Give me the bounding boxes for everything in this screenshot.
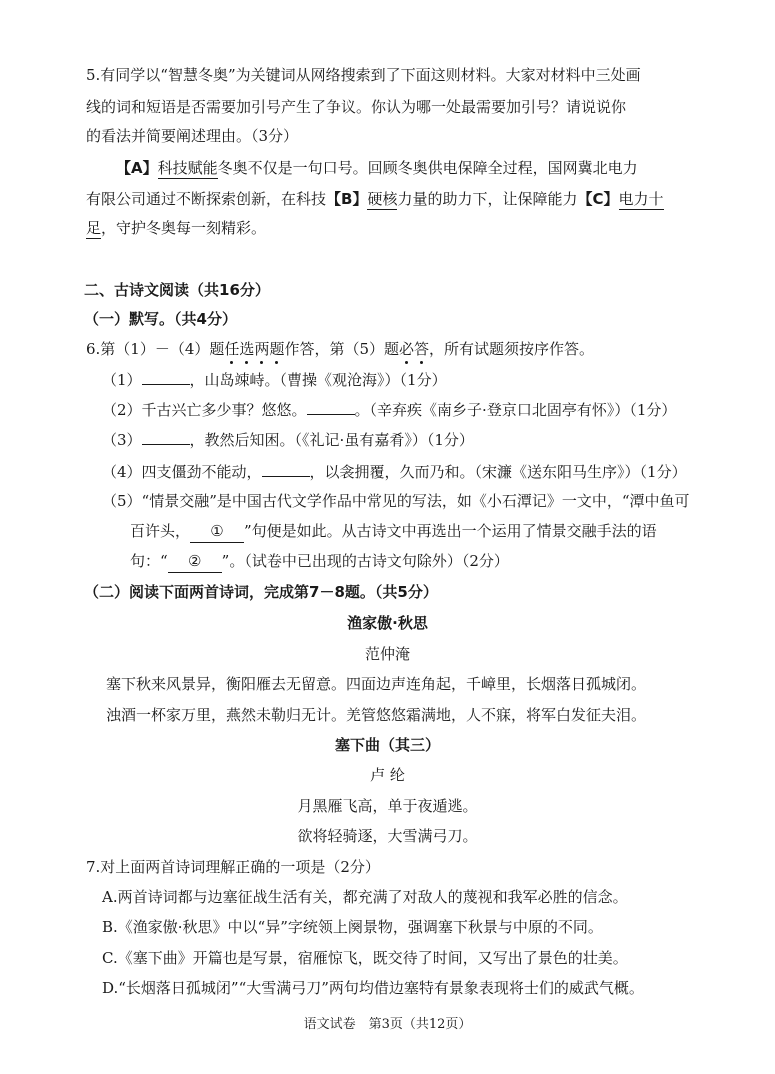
underlined-phrase-c-end: 足 (86, 219, 102, 237)
q7-option-a[interactable]: A.两首诗词都与边塞征战生活有关，都充满了对敌人的蔑视和我军必胜的信念。 (102, 888, 628, 906)
item-text: ，以衾拥覆，久而乃和。（宋濂《送东阳马生序》）（1分） (309, 463, 687, 481)
q5-line-3: 的看法并简要阐述理由。（3分） (86, 127, 299, 145)
item-number: （1） (102, 371, 142, 389)
part-two-title: （二）阅读下面两首诗词，完成第7－8题。（共5分） (84, 583, 438, 601)
poem-2-line-1: 月黑雁飞高，单于夜遁逃。 (297, 797, 478, 815)
marker-a: 【A】 (116, 159, 158, 177)
answer-blank[interactable] (142, 368, 190, 385)
q5-passage-line-3 (86, 217, 266, 239)
marker-c: 【C】 (577, 190, 619, 208)
poem-1-line-2: 浊酒一杯家万里，燕然未勒归无计。羌管悠悠霜满地，人不寐，将军白发征夫泪。 (106, 706, 647, 724)
q5-line-1: 5.有同学以“智慧冬奥”为关键词从网络搜索到了下面这则材料。大家对材料中三处画 (86, 66, 641, 84)
underlined-phrase-a: 科技赋能 (157, 159, 218, 177)
item-number: （3） (102, 431, 142, 449)
item-text: ”。（试卷中已出现的古诗文句除外）（2分） (221, 552, 509, 570)
underlined-phrase-c: 电力十 (618, 190, 664, 208)
poem-2-title: 塞下曲（其三） (334, 736, 440, 754)
answer-blank[interactable] (307, 398, 355, 415)
emphasis-char: 必 (399, 340, 415, 358)
poem-2-line-2: 欲将轻骑逐，大雪满弓刀。 (297, 827, 478, 845)
item-text: ，山岛竦峙。（曹操《观沧海》）（1分） (189, 371, 447, 389)
emphasis-char: 题 (269, 340, 285, 358)
item-text: （2）千古兴亡多少事？悠悠。 (102, 401, 307, 419)
q6-intro-text: 6.第（1）－（4）题 (86, 340, 225, 358)
q6-intro-text: ，所有试题须按序作答。 (429, 340, 595, 358)
q7-option-b[interactable]: B.《渔家傲·秋思》中以“异”字统领上阕景物，强调塞下秋景与中原的不同。 (102, 918, 603, 936)
passage-text: 冬奥不仅是一句口号。回顾冬奥供电保障全过程，国网冀北电力 (217, 159, 638, 177)
emphasis-char: 两 (254, 340, 270, 358)
q6-item-5-line-2 (130, 520, 657, 543)
answer-blank[interactable] (142, 428, 190, 445)
passage-text: 力量的助力下，让保障能力 (397, 190, 578, 208)
q6-item-4 (102, 460, 687, 483)
answer-blank[interactable] (262, 460, 310, 477)
underlined-phrase-b: 硬核 (367, 190, 398, 208)
q6-intro (86, 338, 594, 360)
section-title: 二、古诗文阅读（共16分） (84, 281, 270, 299)
answer-blank-1[interactable]: ① (190, 520, 244, 543)
item-text: ”句便是如此。从古诗文中再选出一个运用了情景交融手法的语 (244, 522, 657, 540)
q5-line-2: 线的词和短语是否需要加引号产生了争议。你认为哪一处最需要加引号？请说说你 (86, 98, 627, 116)
page-footer: 语文试卷 第3页（共12页） (303, 1017, 472, 1032)
q7-stem: 7.对上面两首诗词理解正确的一项是（2分） (86, 858, 380, 876)
q6-item-3 (102, 428, 474, 451)
poem-2-author: 卢 纶 (370, 766, 405, 784)
item-text: （4）四支僵劲不能动， (102, 463, 262, 481)
q7-option-d[interactable]: D.“长烟落日孤城闭”“大雪满弓刀”两句均借边塞特有景象表现将士们的威武气概。 (102, 979, 644, 997)
emphasis-char: 选 (239, 340, 255, 358)
q6-item-5-line-1: （5）“情景交融”是中国古代文学作品中常见的写法，如《小石潭记》一文中，“潭中鱼可 (102, 492, 690, 510)
emphasis-char: 答 (414, 340, 430, 358)
q6-item-5-line-3 (130, 550, 509, 573)
part-one-title: （一）默写。（共4分） (84, 310, 237, 328)
emphasis-char: 任 (224, 340, 240, 358)
passage-text: ，守护冬奥每一刻精彩。 (101, 219, 267, 237)
item-text: ，教然后知困。（《礼记·虽有嘉肴》）（1分） (189, 431, 474, 449)
item-text: 百许头， (130, 522, 191, 540)
poem-1-line-1: 塞下秋来风景异，衡阳雁去无留意。四面边声连角起，千嶂里，长烟落日孤城闭。 (106, 675, 647, 693)
answer-blank-2[interactable]: ② (168, 550, 222, 573)
poem-1-title: 渔家傲·秋思 (347, 614, 428, 632)
q6-intro-text: 作答，第（5）题 (284, 340, 400, 358)
q5-passage-line-2 (86, 188, 664, 210)
q6-item-2 (102, 398, 676, 421)
marker-b: 【B】 (326, 190, 368, 208)
item-text: 句：“ (130, 552, 168, 570)
poem-1-author: 范仲淹 (364, 645, 410, 663)
passage-text: 有限公司通过不断探索创新，在科技 (86, 190, 327, 208)
q5-passage-line-1 (116, 157, 638, 179)
item-text: 。（辛弃疾《南乡子·登京口北固亭有怀》）（1分） (354, 401, 677, 419)
q7-option-c[interactable]: C.《塞下曲》开篇也是写景，宿雁惊飞，既交待了时间，又写出了景色的壮美。 (102, 949, 628, 967)
q6-item-1 (102, 368, 447, 391)
